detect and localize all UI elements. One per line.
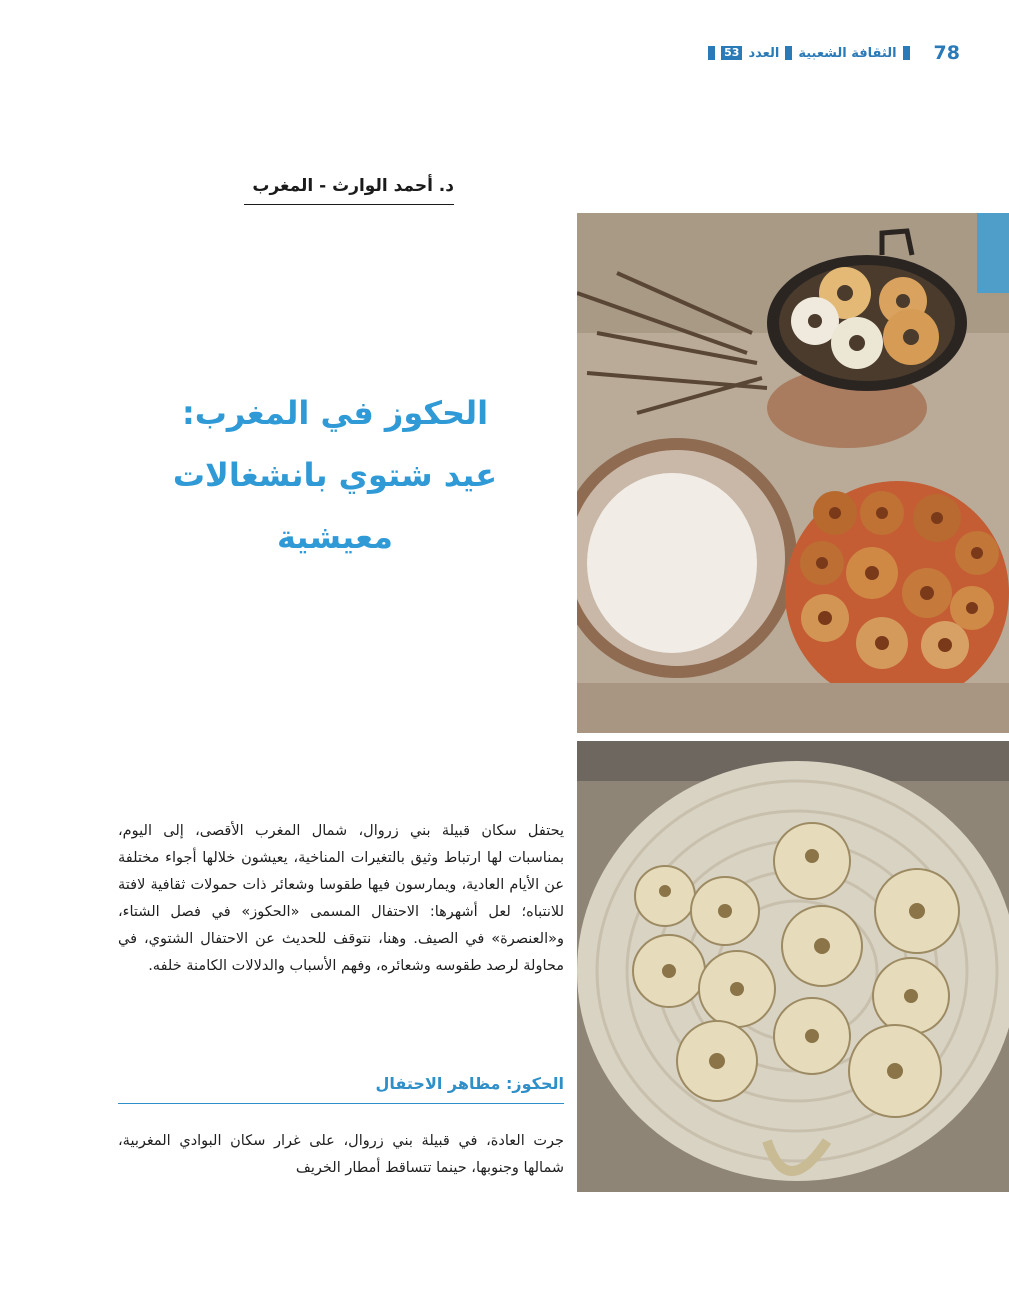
header-marker [708, 46, 715, 60]
header-marker [785, 46, 792, 60]
page-number: 78 [933, 42, 960, 64]
running-header [690, 40, 960, 66]
title-line: عيد شتوي بانشغالات [172, 456, 498, 494]
intro-paragraph: يحتفل سكان قبيلة بني زروال، شمال المغرب الأقصى، إلى اليوم، بمناسبات لها ارتباط وثيق بالتغيرات المناخية، يعيشون خلالها أجواء مختلفة عن الأيام العادية، ويمارسون فيها طقوسا وشعائر ذات حمولات ثقافية لافتة للانتباه؛ لعل أشهرها: الاحتفال المسمى «الحكوز» في فصل الشتاء، و«العنصرة» في الصيف. وهنا، نتوقف للحديث عن الاحتفال الشتوي، في محاولة لرصد طقوسه وشعائره، وفهم الأسباب والدلالات الكامنة خلفه. [118, 823, 564, 974]
magazine-name: الثقافة الشعبية [798, 45, 897, 61]
photo-bread-basket [577, 741, 1009, 1192]
title-line: معيشية [277, 518, 393, 556]
author-byline: د. أحمد الوارث - المغرب [244, 176, 454, 205]
article-title [140, 382, 530, 568]
header-marker [903, 46, 910, 60]
section-heading: الحكوز: مظاهر الاحتفال [118, 1074, 564, 1104]
issue-label: العدد [748, 45, 780, 61]
body-paragraph: جرت العادة، في قبيلة بني زروال، على غرار سكان البوادي المغربية، شمالها وجنوبها، حينما تتساقط أمطار الخريف [118, 1133, 564, 1176]
photo-frying-doughnuts [577, 213, 1009, 733]
issue-number: 53 [721, 46, 742, 60]
title-line: الحكوز في المغرب: [181, 394, 489, 432]
